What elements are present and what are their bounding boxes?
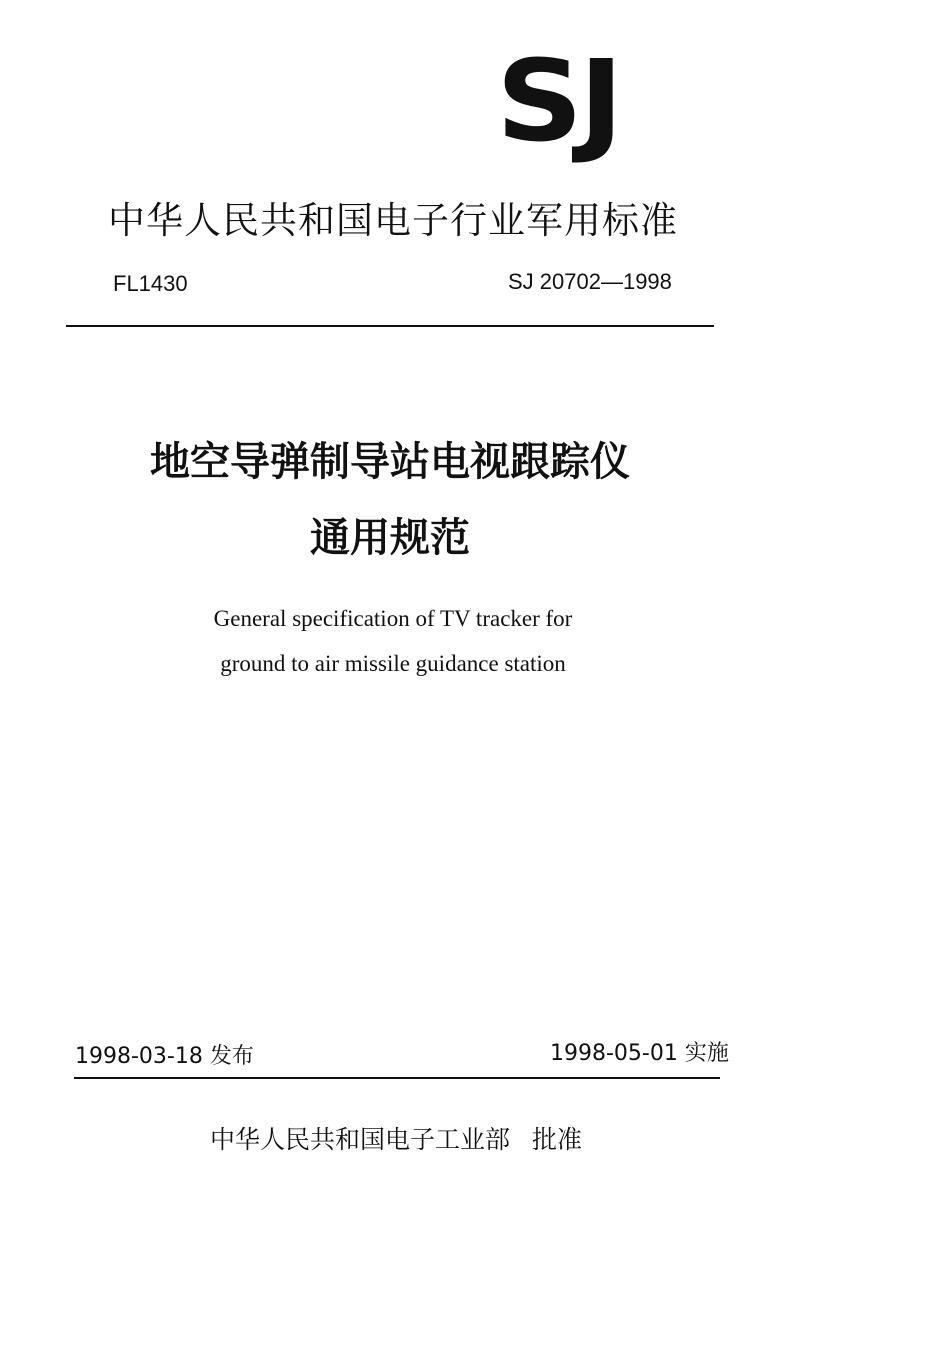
classification-code: FL1430: [113, 271, 188, 296]
standard-type-heading: 中华人民共和国电子行业军用标准: [108, 199, 678, 242]
approving-authority: 中华人民共和国电子工业部: [210, 1125, 511, 1154]
chinese-title-line-1: 地空导弹制导站电视跟踪仪: [150, 439, 630, 485]
chinese-title-line-2: 通用规范: [310, 515, 470, 561]
approval-line: [210, 1123, 582, 1157]
chinese-title: [0, 424, 780, 576]
header-divider: [66, 325, 714, 327]
english-title-line-2: ground to air missile guidance station: [220, 651, 566, 676]
english-title: [0, 596, 786, 686]
approval-label: 批准: [532, 1125, 583, 1154]
standard-number: SJ 20702—1998: [508, 269, 672, 294]
english-title-line-1: General specification of TV tracker for: [213, 606, 573, 631]
issue-date: 1998-03-18 发布: [75, 1044, 254, 1069]
sj-logo: SJ: [496, 37, 620, 167]
implementation-date: 1998-05-01 实施: [550, 1041, 729, 1066]
footer-divider: [74, 1077, 720, 1079]
